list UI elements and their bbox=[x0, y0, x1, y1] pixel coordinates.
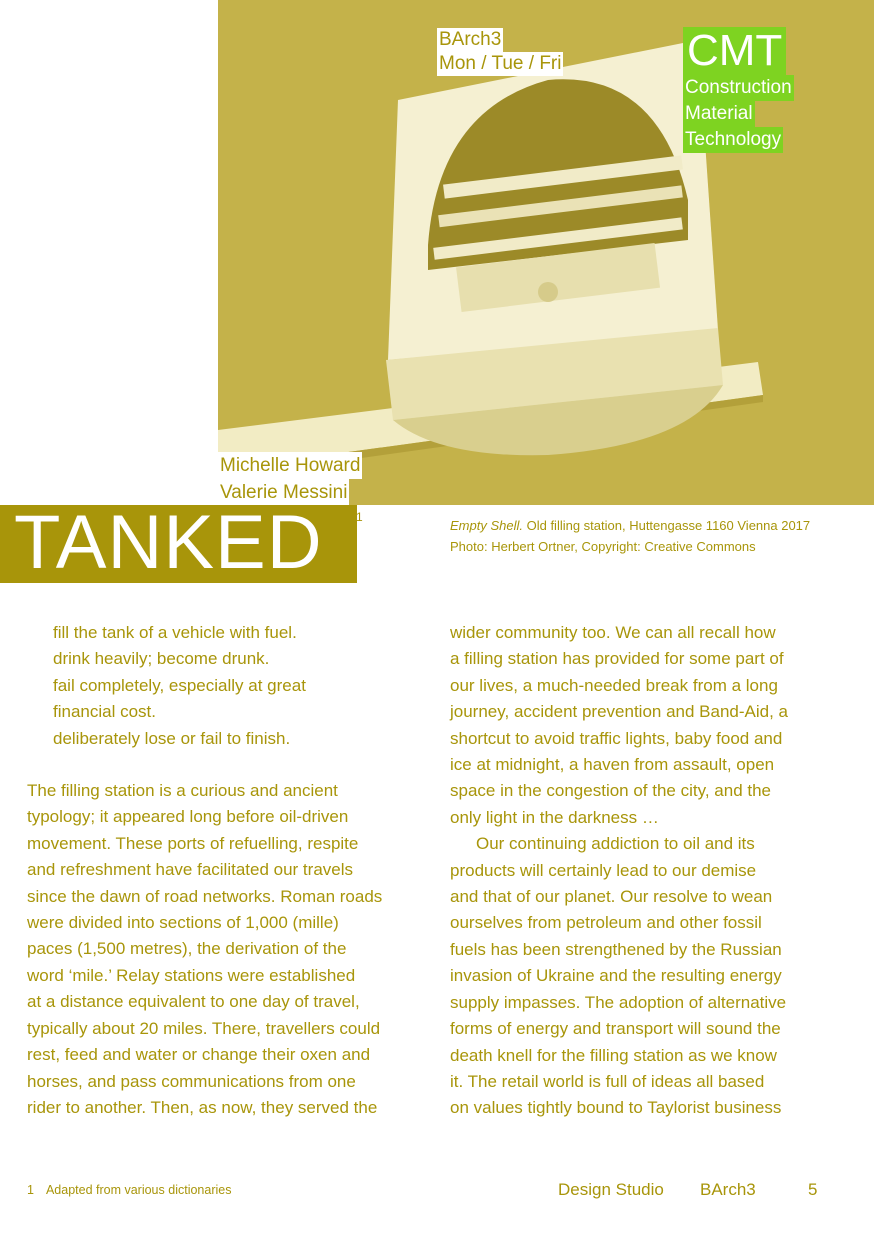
photo-credit: Photo: Herbert Ortner, Copyright: Creative Commons bbox=[450, 539, 756, 554]
body-line: forms of energy and transport will sound the bbox=[450, 1019, 781, 1039]
page-number: 5 bbox=[808, 1180, 818, 1199]
body-line: word ‘mile.’ Relay stations were established bbox=[27, 965, 356, 985]
definition-line: deliberately lose or fail to finish. bbox=[53, 728, 291, 748]
body-line: supply impasses. The adoption of alternative bbox=[450, 992, 787, 1012]
body-line: horses, and pass communications from one bbox=[27, 1071, 356, 1091]
body-line: a filling station has provided for some part of bbox=[450, 649, 784, 669]
body-line: space in the congestion of the city, and the bbox=[450, 781, 772, 801]
footnote-number: 1 bbox=[27, 1183, 34, 1197]
footer-course: BArch3 bbox=[700, 1180, 756, 1199]
footnote bbox=[27, 1183, 231, 1197]
module-name-line: Technology bbox=[683, 127, 783, 153]
body-line: movement. These ports of refuelling, respite bbox=[27, 833, 359, 853]
body-line: and that of our planet. Our resolve to wean bbox=[450, 887, 773, 907]
body-line: fuels has been strengthened by the Russian bbox=[450, 939, 782, 959]
definition-line: financial cost. bbox=[53, 702, 156, 722]
body-line: wider community too. We can all recall how bbox=[450, 623, 776, 642]
module-name-line: Material bbox=[683, 101, 755, 127]
body-line: typically about 20 miles. There, travellers could bbox=[27, 1018, 381, 1038]
definition-line: fill the tank of a vehicle with fuel. bbox=[53, 623, 297, 642]
body-line: death knell for the filling station as we know bbox=[450, 1045, 777, 1065]
body-line: typology; it appeared long before oil-driven bbox=[27, 807, 349, 827]
body-line: were divided into sections of 1,000 (mille) bbox=[27, 913, 339, 933]
module-abbr: CMT bbox=[683, 27, 786, 75]
body-line: ourselves from petroleum and other fossil bbox=[450, 913, 762, 933]
body-line: shortcut to avoid traffic lights, baby food and bbox=[450, 728, 783, 748]
title-footnote-ref: 1 bbox=[356, 510, 363, 524]
body-line: at a distance equivalent to one day of travel, bbox=[27, 992, 360, 1012]
page-title: TANKED bbox=[14, 500, 323, 585]
body-line: Our continuing addiction to oil and its bbox=[476, 834, 755, 854]
body-line: invasion of Ukraine and the resulting energy bbox=[450, 966, 782, 986]
definition-line: drink heavily; become drunk. bbox=[53, 649, 270, 669]
body-paragraph bbox=[450, 831, 840, 1121]
body-line: rest, feed and water or change their oxen and bbox=[27, 1045, 371, 1065]
authors bbox=[218, 452, 362, 506]
author: Michelle Howard bbox=[218, 452, 362, 479]
caption-text: Old filling station, Huttengasse 1160 Vienna 2017 bbox=[522, 518, 811, 533]
body-line: since the dawn of road networks. Roman roads bbox=[27, 886, 383, 906]
body-line: it. The retail world is full of ideas all based bbox=[450, 1071, 765, 1091]
body-line: on values tightly bound to Taylorist business bbox=[450, 1098, 782, 1118]
definition-line: fail completely, especially at great bbox=[53, 675, 306, 695]
caption-italic: Empty Shell. bbox=[450, 518, 523, 533]
author: Valerie Messini bbox=[218, 479, 349, 506]
photo-caption bbox=[450, 515, 810, 557]
body-paragraph bbox=[450, 620, 840, 831]
body-line: The filling station is a curious and ancient bbox=[27, 781, 338, 801]
body-line: journey, accident prevention and Band-Aid, a bbox=[450, 702, 789, 722]
title-block bbox=[0, 500, 357, 585]
course-code: BArch3 bbox=[439, 29, 502, 50]
text-column-left bbox=[27, 620, 427, 1121]
module-name-line: Construction bbox=[683, 75, 794, 101]
course-tag bbox=[437, 28, 563, 76]
body-paragraph bbox=[27, 778, 427, 1121]
text-column-right bbox=[450, 620, 840, 1122]
definition-list bbox=[27, 620, 427, 752]
body-line: ice at midnight, a haven from assault, open bbox=[450, 755, 775, 775]
body-line: our lives, a much-needed break from a long bbox=[450, 675, 778, 695]
course-days: Mon / Tue / Fri bbox=[439, 53, 562, 74]
body-line: and refreshment have facilitated our travels bbox=[27, 860, 354, 880]
body-line: only light in the darkness … bbox=[450, 807, 659, 827]
footer-section: Design Studio bbox=[558, 1180, 664, 1199]
module-badge bbox=[683, 27, 794, 153]
body-line: products will certainly lead to our demise bbox=[450, 860, 757, 880]
footnote-text: Adapted from various dictionaries bbox=[45, 1183, 232, 1197]
body-line: rider to another. Then, as now, they served the bbox=[27, 1097, 378, 1117]
body-line: paces (1,500 metres), the derivation of the bbox=[27, 939, 347, 959]
